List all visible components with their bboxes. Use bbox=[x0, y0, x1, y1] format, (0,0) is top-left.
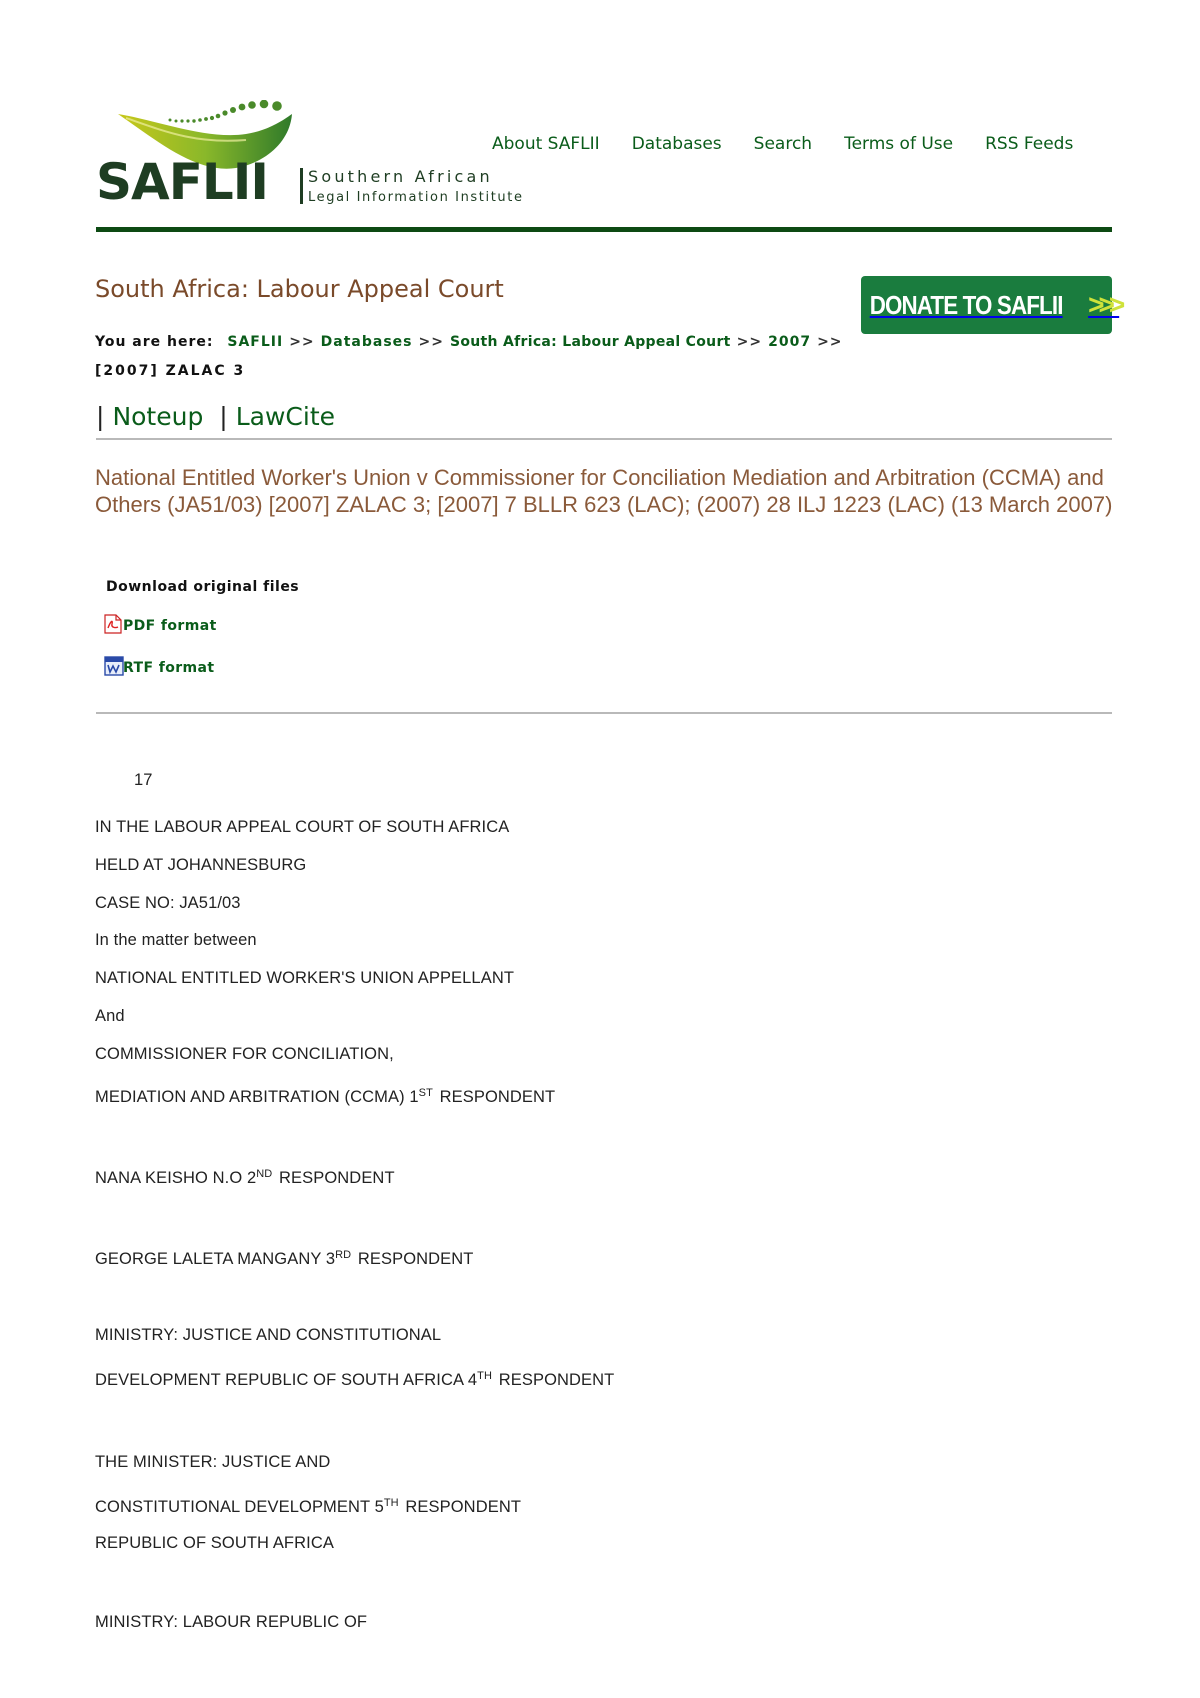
doc-line-respondent2: NANA KEISHO N.O 2ND RESPONDENT bbox=[95, 1168, 395, 1187]
breadcrumb-separator: >> bbox=[289, 334, 315, 350]
breadcrumb-year[interactable]: 2007 bbox=[768, 334, 812, 350]
doc-line-respondent1-a: COMMISSIONER FOR CONCILIATION, bbox=[95, 1045, 394, 1063]
doc-line-respondent6-a: MINISTRY: LABOUR REPUBLIC OF bbox=[95, 1613, 368, 1631]
doc-line-respondent3: GEORGE LALETA MANGANY 3RD RESPONDENT bbox=[95, 1249, 474, 1268]
breadcrumb-separator: >> bbox=[418, 334, 444, 350]
nav-terms-of-use[interactable]: Terms of Use bbox=[844, 134, 954, 154]
nav-about-saflii[interactable]: About SAFLII bbox=[492, 134, 600, 154]
saflii-logo[interactable] bbox=[96, 100, 546, 225]
doc-line-matter: In the matter between bbox=[95, 931, 257, 949]
doc-line-appellant: NATIONAL ENTITLED WORKER'S UNION APPELLANT bbox=[95, 969, 515, 987]
doc-line-respondent5-a: THE MINISTER: JUSTICE AND bbox=[95, 1453, 331, 1471]
rtf-file-icon bbox=[104, 656, 122, 676]
divider-bar: | bbox=[219, 402, 228, 431]
breadcrumb-databases[interactable]: Databases bbox=[320, 334, 413, 350]
breadcrumb-current: [2007] ZALAC 3 bbox=[95, 363, 246, 379]
nav-rss-feeds[interactable]: RSS Feeds bbox=[985, 134, 1074, 154]
noteup-link[interactable]: Noteup bbox=[112, 402, 204, 431]
svg-text:Southern African: Southern African bbox=[308, 167, 493, 186]
breadcrumb-prefix: You are here: bbox=[95, 334, 214, 350]
svg-text:Legal Information Institute: Legal Information Institute bbox=[308, 190, 524, 205]
doc-line-respondent4-b: DEVELOPMENT REPUBLIC OF SOUTH AFRICA 4TH RESPONDENT bbox=[95, 1370, 615, 1389]
pdf-file-icon bbox=[104, 614, 122, 634]
nav-databases[interactable]: Databases bbox=[631, 134, 722, 154]
svg-text:SAFLII: SAFLII bbox=[96, 153, 268, 211]
doc-line-case-no: CASE NO: JA51/03 bbox=[95, 894, 241, 912]
doc-line-respondent1-b: MEDIATION AND ARBITRATION (CCMA) 1ST RESPONDENT bbox=[95, 1087, 556, 1106]
page-title: South Africa: Labour Appeal Court bbox=[95, 275, 504, 303]
page-number: 17 bbox=[134, 771, 153, 789]
top-nav bbox=[492, 134, 1073, 154]
doc-line-held: HELD AT JOHANNESBURG bbox=[95, 856, 307, 874]
doc-line-respondent5-b: CONSTITUTIONAL DEVELOPMENT 5TH RESPONDENT bbox=[95, 1497, 522, 1516]
header-divider bbox=[96, 227, 1112, 232]
breadcrumb-saflii[interactable]: SAFLII bbox=[227, 334, 284, 350]
doc-line-respondent4-a: MINISTRY: JUSTICE AND CONSTITUTIONAL bbox=[95, 1326, 442, 1344]
breadcrumb-court[interactable]: South Africa: Labour Appeal Court bbox=[449, 334, 731, 350]
section-divider bbox=[96, 712, 1112, 714]
breadcrumb-separator: >> bbox=[817, 334, 843, 350]
case-title: National Entitled Worker's Union v Commissioner for Conciliation Mediation and Arbitration (CCMA) and Others (JA51/03) [2007] ZALAC 3; [2007] 7 BLLR 623 (LAC); (2007) 28 ILJ 1223 (LAC) (13 March 2007) bbox=[95, 465, 1113, 517]
doc-line-and: And bbox=[95, 1007, 125, 1025]
breadcrumb bbox=[95, 328, 855, 386]
lawcite-link[interactable]: LawCite bbox=[235, 402, 336, 431]
download-pdf-link[interactable] bbox=[104, 614, 217, 634]
divider-bar: | bbox=[96, 402, 105, 431]
doc-line-respondent5-c: REPUBLIC OF SOUTH AFRICA bbox=[95, 1534, 334, 1552]
download-rtf-link[interactable] bbox=[104, 656, 214, 676]
chevrons-right-icon: >>> bbox=[1088, 289, 1120, 320]
download-rtf-label: RTF format bbox=[123, 660, 215, 676]
nav-search[interactable]: Search bbox=[753, 134, 813, 154]
case-tools bbox=[96, 402, 335, 431]
doc-line-court: IN THE LABOUR APPEAL COURT OF SOUTH AFRICA bbox=[95, 818, 510, 836]
donate-label: DONATE TO SAFLII bbox=[869, 289, 1063, 320]
section-divider bbox=[96, 438, 1112, 440]
donate-button[interactable] bbox=[861, 276, 1120, 334]
breadcrumb-separator: >> bbox=[736, 334, 763, 350]
saflii-leaf-mark bbox=[96, 100, 546, 225]
downloads-heading: Download original files bbox=[106, 579, 300, 595]
download-pdf-label: PDF format bbox=[123, 618, 217, 634]
